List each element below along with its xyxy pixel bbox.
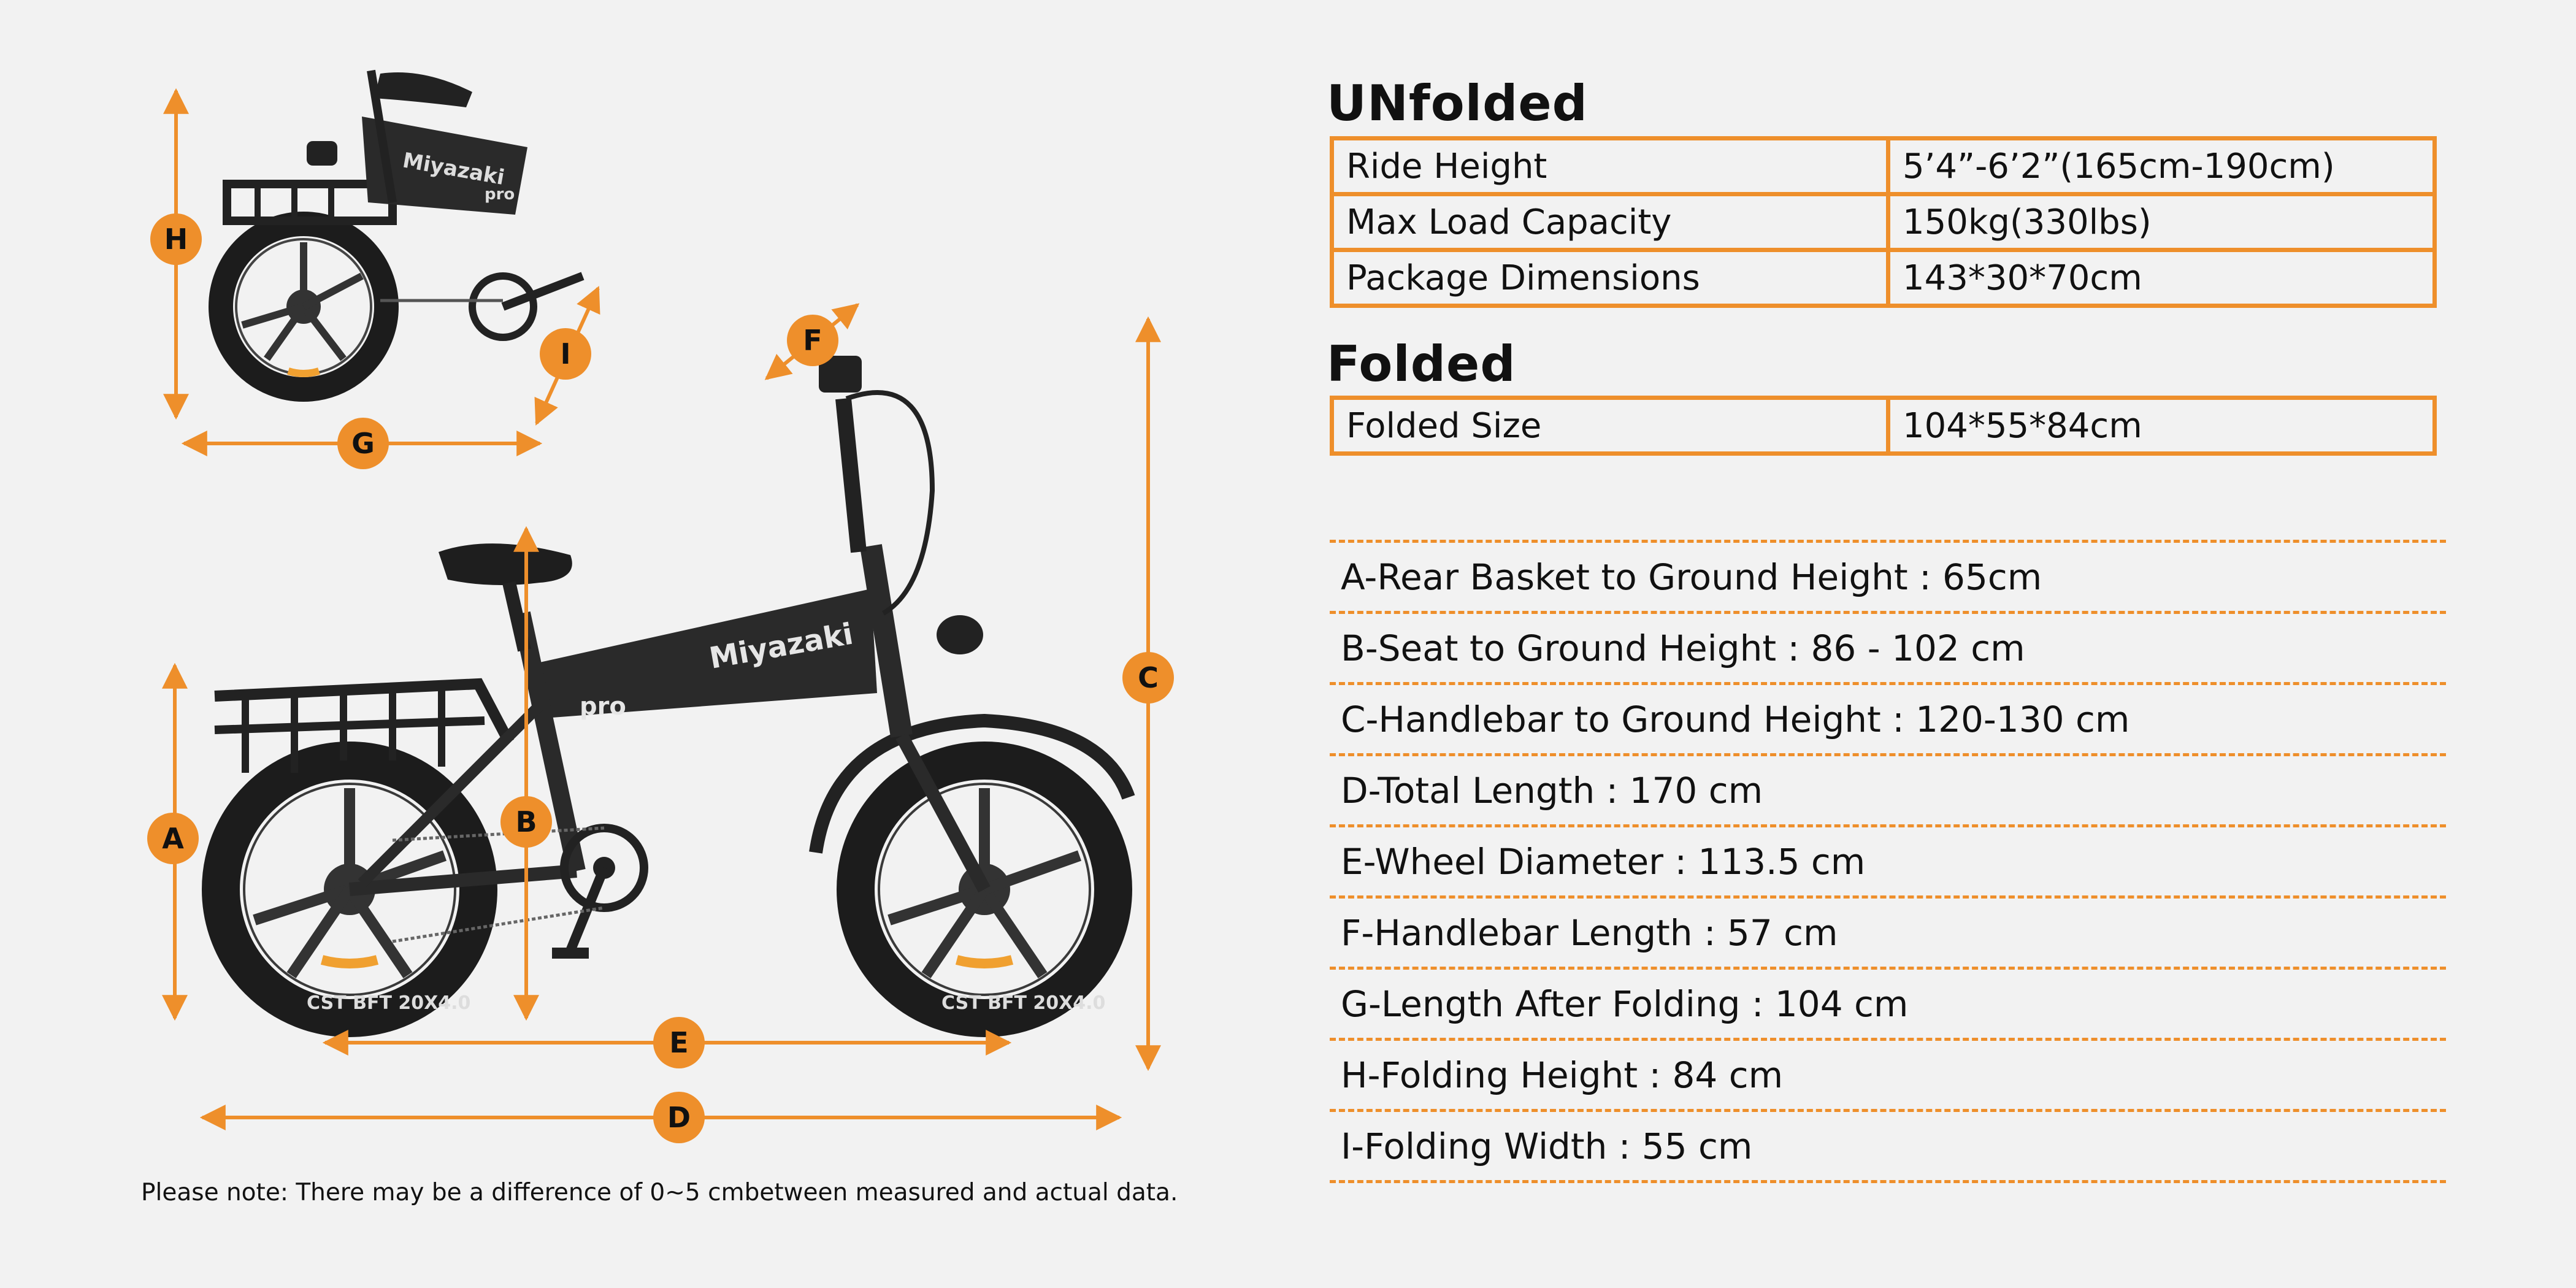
measurement-note: Please note: There may be a difference of 0~5 cmbetween measured and actual data. [141,1179,1178,1206]
svg-text:I: I [560,337,571,370]
front-tire-text: CST BFT 20X4.0 [941,992,1106,1014]
folded-title: Folded [1327,335,1516,393]
dimension-label-b [500,796,552,848]
folded-brand-text: Miyazaki [401,148,507,190]
spec-value: 104*55*84cm [1888,398,2435,454]
svg-text:A: A [162,822,184,855]
list-item: A-Rear Basket to Ground Height : 65cm [1330,540,2446,611]
rear-tire-text: CST BFT 20X4.0 [307,992,471,1014]
list-item: F-Handlebar Length : 57 cm [1330,895,2446,967]
frame-model-text: pro [580,692,626,721]
svg-text:E: E [669,1026,689,1059]
table-row [1332,250,2435,306]
dimension-list [1330,540,2446,1183]
spec-key: Folded Size [1332,398,1888,454]
svg-text:H: H [164,223,188,256]
list-item: G-Length After Folding : 104 cm [1330,967,2446,1038]
svg-text:B: B [515,805,537,838]
dimension-label-i [540,328,591,380]
table-row [1332,398,2435,454]
spec-key: Ride Height [1332,139,1888,194]
list-item: E-Wheel Diameter : 113.5 cm [1330,824,2446,895]
spec-value: 143*30*70cm [1888,250,2435,306]
frame-brand-text: Miyazaki [707,616,856,676]
table-row [1332,194,2435,250]
spec-value: 5’4”-6’2”(165cm-190cm) [1888,139,2435,194]
list-item: H-Folding Height : 84 cm [1330,1038,2446,1109]
list-item: I-Folding Width : 55 cm [1330,1109,2446,1183]
dimension-label-h [150,213,202,265]
list-item: D-Total Length : 170 cm [1330,753,2446,824]
svg-text:C: C [1138,661,1159,694]
svg-text:G: G [351,427,375,460]
list-item: C-Handlebar to Ground Height : 120-130 cm [1330,682,2446,753]
svg-text:D: D [667,1101,691,1134]
spec-value: 150kg(330lbs) [1888,194,2435,250]
spec-key: Package Dimensions [1332,250,1888,306]
dimension-label-e [653,1017,705,1068]
folded-spec-table [1330,396,2437,456]
dimension-label-c [1122,652,1174,703]
unfolded-title: UNfolded [1327,75,1588,132]
folded-bike-illustration [221,71,583,389]
unfolded-spec-table [1330,136,2437,308]
dimension-label-d [653,1092,705,1143]
dimension-label-g [337,418,389,469]
dimension-label-f [787,315,838,366]
svg-text:F: F [803,324,822,357]
spec-key: Max Load Capacity [1332,194,1888,250]
folded-model-text: pro [485,185,515,204]
list-item: B-Seat to Ground Height : 86 - 102 cm [1330,611,2446,682]
table-row [1332,139,2435,194]
dimension-label-a [147,813,199,864]
